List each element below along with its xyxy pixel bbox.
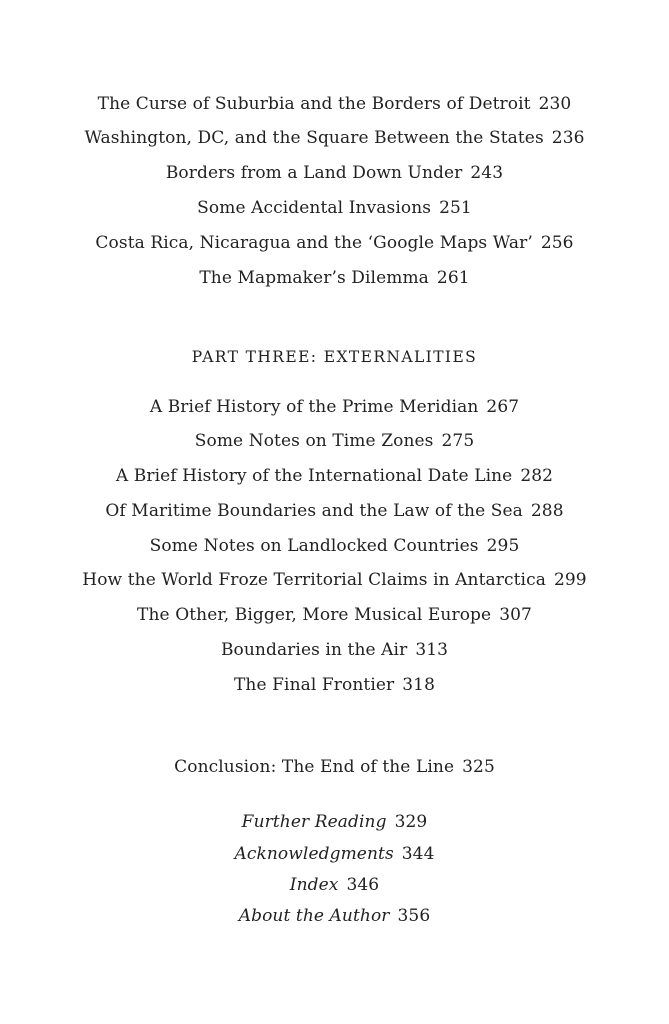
toc-entry (0, 232, 669, 254)
toc-entry-title: Index (289, 875, 339, 895)
toc-entry-page: 318 (402, 675, 436, 695)
part-heading: PART THREE: EXTERNALITIES (191, 348, 478, 366)
toc-entry (0, 127, 669, 149)
toc-entry (0, 639, 669, 661)
toc-entry (0, 465, 669, 487)
toc-entry-title: About the Author (238, 906, 390, 926)
toc-entry (0, 93, 669, 115)
toc-entry-title: Conclusion: The End of the Line (174, 757, 455, 777)
toc-entry-conclusion (0, 756, 669, 778)
toc-entry-page: 356 (397, 906, 431, 926)
toc-entry-page: 251 (439, 198, 472, 218)
toc-entry-title: The Curse of Suburbia and the Borders of Detroit (97, 94, 531, 114)
toc-entry-page: 261 (436, 268, 470, 288)
toc-entry-title: Some Accidental Invasions (197, 198, 432, 218)
toc-entry (0, 569, 669, 591)
toc-entry-page: 243 (470, 163, 504, 183)
toc-entry-title: A Brief History of the International Date Line (115, 466, 513, 486)
toc-entry-title: Washington, DC, and the Square Between the States (84, 128, 544, 148)
toc-entry-title: The Other, Bigger, More Musical Europe (137, 605, 492, 625)
toc-entry (0, 535, 669, 557)
toc-entry-title: A Brief History of the Prime Meridian (149, 397, 479, 417)
toc-entry-title: Of Maritime Boundaries and the Law of the Sea (105, 501, 523, 521)
toc-entry-title: Boundaries in the Air (220, 640, 408, 660)
toc-entry-page: 325 (462, 757, 495, 777)
toc-entry-page: 313 (415, 640, 449, 660)
toc-entry-page: 282 (520, 466, 554, 486)
toc-entry-page: 275 (441, 431, 475, 451)
toc-entry-page: 267 (486, 397, 520, 417)
toc-entry-page: 307 (499, 605, 532, 625)
toc-entry-page: 346 (346, 875, 380, 895)
toc-entry-back-matter (0, 905, 669, 927)
toc-entry-page: 329 (394, 812, 428, 832)
toc-entry-page: 230 (538, 94, 572, 114)
toc-entry (0, 500, 669, 522)
toc-entry (0, 162, 669, 184)
toc-entry (0, 430, 669, 452)
toc-entry-page: 236 (551, 128, 585, 148)
toc-entry-title: Borders from a Land Down Under (165, 163, 463, 183)
toc-entry-title: Acknowledgments (234, 844, 394, 864)
toc-entry-title: The Final Frontier (233, 675, 395, 695)
toc-entry-back-matter (0, 811, 669, 833)
toc-entry (0, 604, 669, 626)
toc-entry-back-matter (0, 843, 669, 865)
toc-entry-page: 256 (540, 233, 574, 253)
toc-entry (0, 197, 669, 219)
toc-entry-page: 288 (530, 501, 564, 521)
toc-entry-title: Some Notes on Time Zones (194, 431, 434, 451)
toc-entry-title: Further Reading (241, 812, 387, 832)
toc-entry-page: 295 (486, 536, 520, 556)
toc-entry-page: 344 (401, 844, 435, 864)
toc-entry-back-matter (0, 874, 669, 896)
toc-entry-title: Some Notes on Landlocked Countries (149, 536, 479, 556)
toc-entry-title: Costa Rica, Nicaragua and the ‘Google Maps War’ (95, 233, 533, 253)
toc-entry (0, 267, 669, 289)
toc-entry-page: 299 (553, 570, 587, 590)
toc-entry-title: How the World Froze Territorial Claims in Antarctica (82, 570, 546, 590)
toc-entry (0, 674, 669, 696)
toc-entry-title: The Mapmaker’s Dilemma (199, 268, 429, 288)
toc-entry (0, 396, 669, 418)
